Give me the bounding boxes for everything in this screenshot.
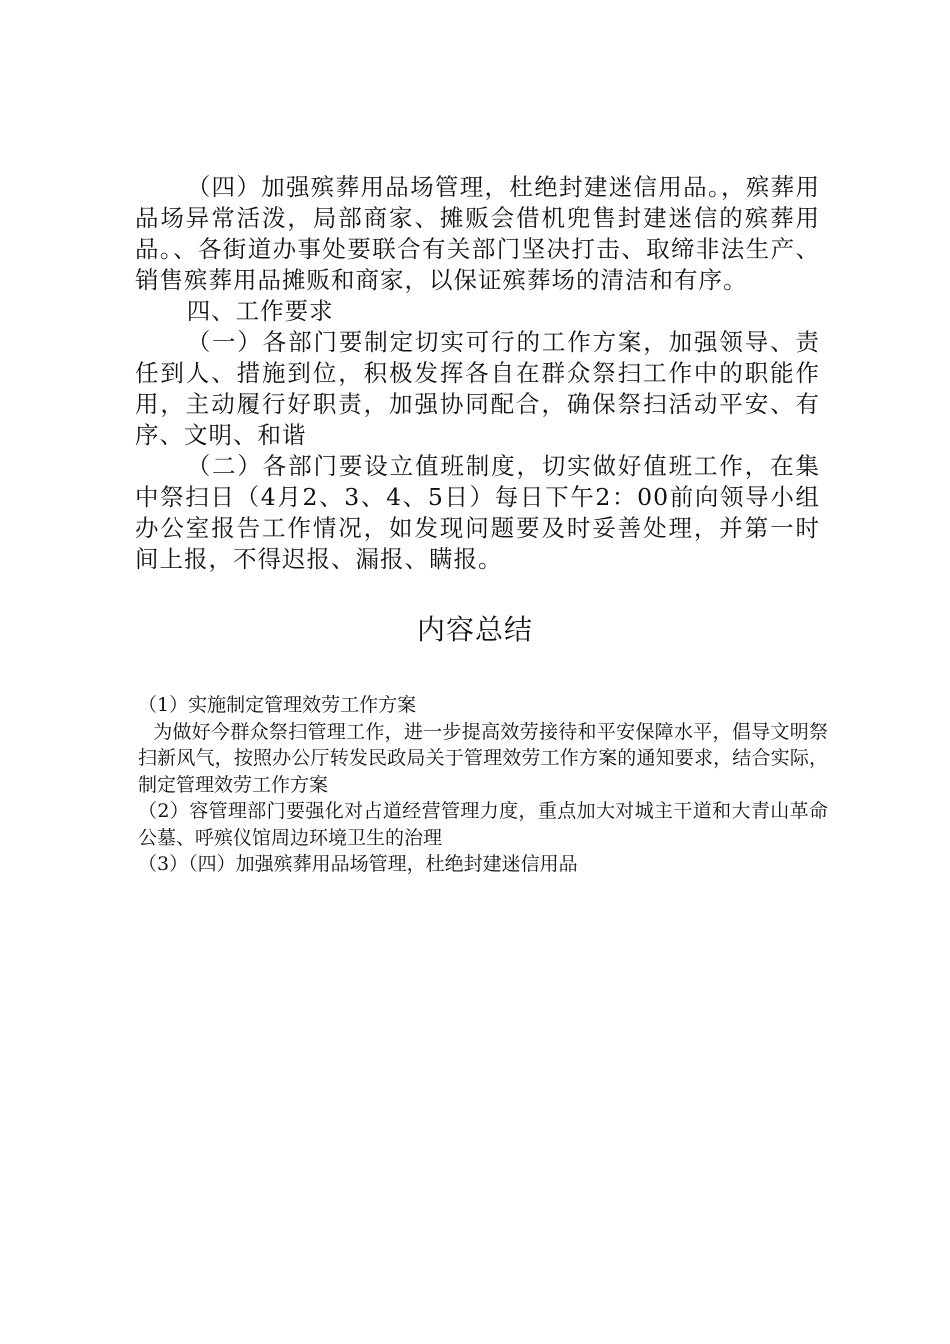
summary-item-1-detail: 为做好今群众祭扫管理工作，进一步提高效劳接待和平安保障水平，倡导文明祭扫新风气，按照办公厅转发民政局关于管理效劳工作方案的通知要求，结合实际，制定管理效劳工作方案 [138,720,828,796]
summary-title: 内容总结 [416,613,533,646]
paragraph-strengthen-supplies-management: （四）加强殡葬用品场管理，杜绝封建迷信用品。，殡葬用品场异常活泼，局部商家、摊贩会借机兜售封建迷信的殡葬用品。、各街道办事处要联合有关部门坚决打击、取缔非法生产、销售殡葬用品摊贩和商家，以保证殡葬场的清洁和有序。 [135,173,820,294]
paragraph-requirement-two: （二）各部门要设立值班制度，切实做好值班工作，在集中祭扫日（4月2、3、4、5日）每日下午2：00前向领导小组办公室报告工作情况，如发现问题要及时妥善处理，并第一时间上报，不得迟报、漏报、瞒报。 [135,452,820,573]
summary-section [138,692,828,878]
summary-item-2: （2）容管理部门要强化对占道经营管理力度，重点加大对城主干道和大青山革命公墓、呼殡仪馆周边环境卫生的治理 [138,800,828,849]
summary-item-1: （1）实施制定管理效劳工作方案 [138,694,417,716]
body-text [135,172,820,575]
section-heading-work-requirements: 四、工作要求 [186,297,334,325]
summary-item-3: （3）（四）加强殡葬用品场管理，杜绝封建迷信用品 [138,853,578,875]
paragraph-requirement-one: （一）各部门要制定切实可行的工作方案，加强领导、责任到人、措施到位，积极发挥各自在群众祭扫工作中的职能作用，主动履行好职责，加强协同配合，确保祭扫活动平安、有序、文明、和谐 [135,328,820,449]
